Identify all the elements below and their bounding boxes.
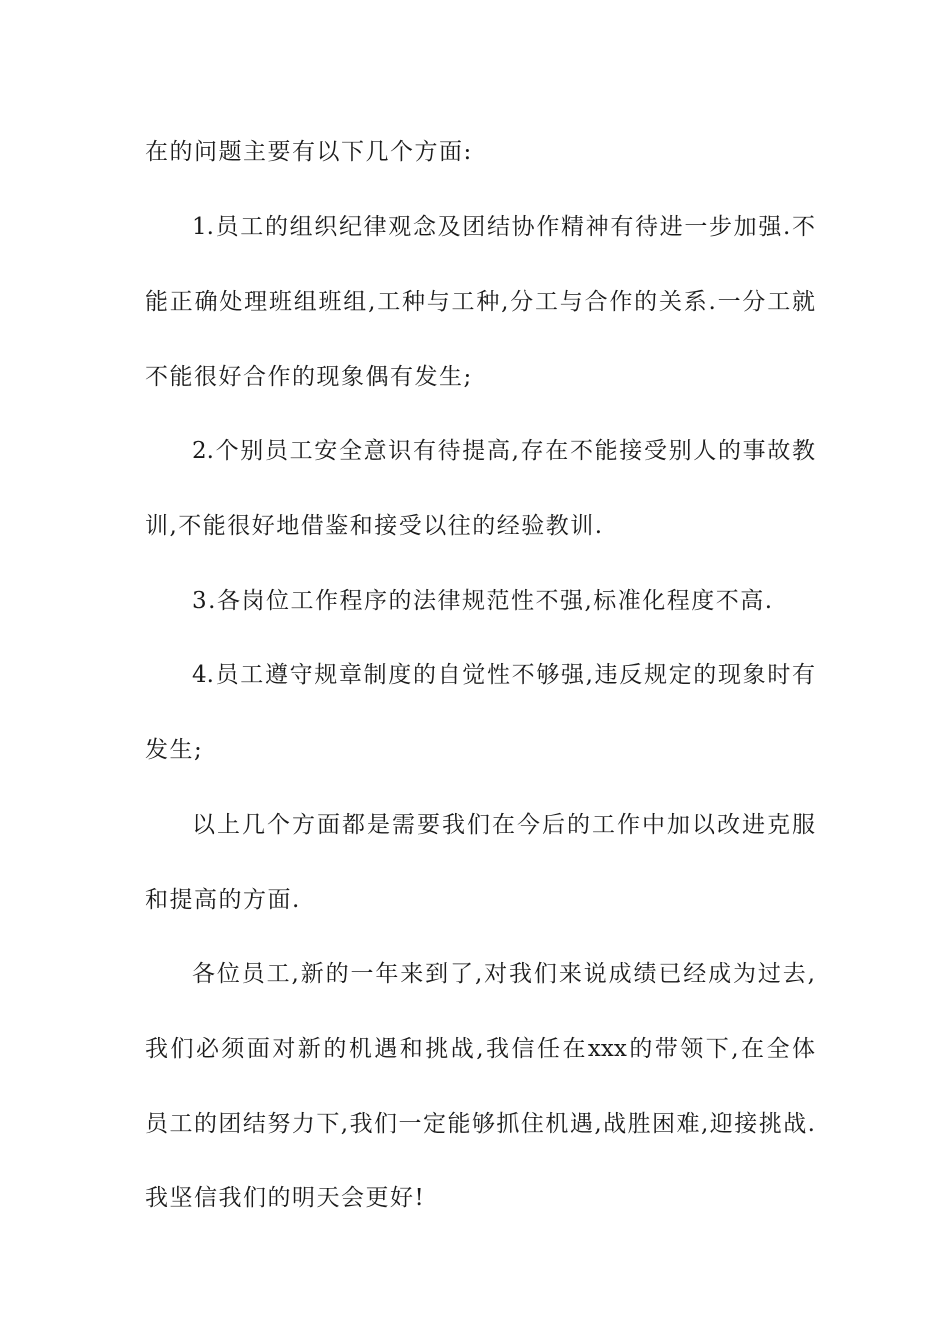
text-line-1: 在的问题主要有以下几个方面: bbox=[145, 139, 473, 165]
text-line-2: 1.员工的组织纪律观念及团结协作精神有待进一步加强.不 bbox=[192, 214, 815, 240]
text-line-8: 4.员工遵守规章制度的自觉性不够强,违反规定的现象时有 bbox=[192, 662, 815, 688]
text-line-12: 各位员工,新的一年来到了,对我们来说成绩已经成为过去, bbox=[192, 961, 815, 987]
text-line-3: 能正确处理班组班组,工种与工种,分工与合作的关系.一分工就 bbox=[145, 289, 815, 315]
text-line-6: 训,不能很好地借鉴和接受以往的经验教训. bbox=[145, 513, 604, 539]
text-line-9: 发生; bbox=[145, 737, 204, 763]
text-line-15: 我坚信我们的明天会更好! bbox=[145, 1185, 426, 1211]
text-line-4: 不能很好合作的现象偶有发生; bbox=[145, 364, 473, 390]
text-line-13: 我们必须面对新的机遇和挑战,我信任在xxx的带领下,在全体 bbox=[145, 1036, 815, 1062]
text-line-7: 3.各岗位工作程序的法律规范性不强,标准化程度不高. bbox=[192, 588, 774, 614]
text-line-5: 2.个别员工安全意识有待提高,存在不能接受别人的事故教 bbox=[192, 438, 815, 464]
text-line-14: 员工的团结努力下,我们一定能够抓住机遇,战胜困难,迎接挑战. bbox=[145, 1111, 815, 1137]
text-line-10: 以上几个方面都是需要我们在今后的工作中加以改进克服 bbox=[192, 812, 815, 838]
text-line-11: 和提高的方面. bbox=[145, 887, 301, 913]
